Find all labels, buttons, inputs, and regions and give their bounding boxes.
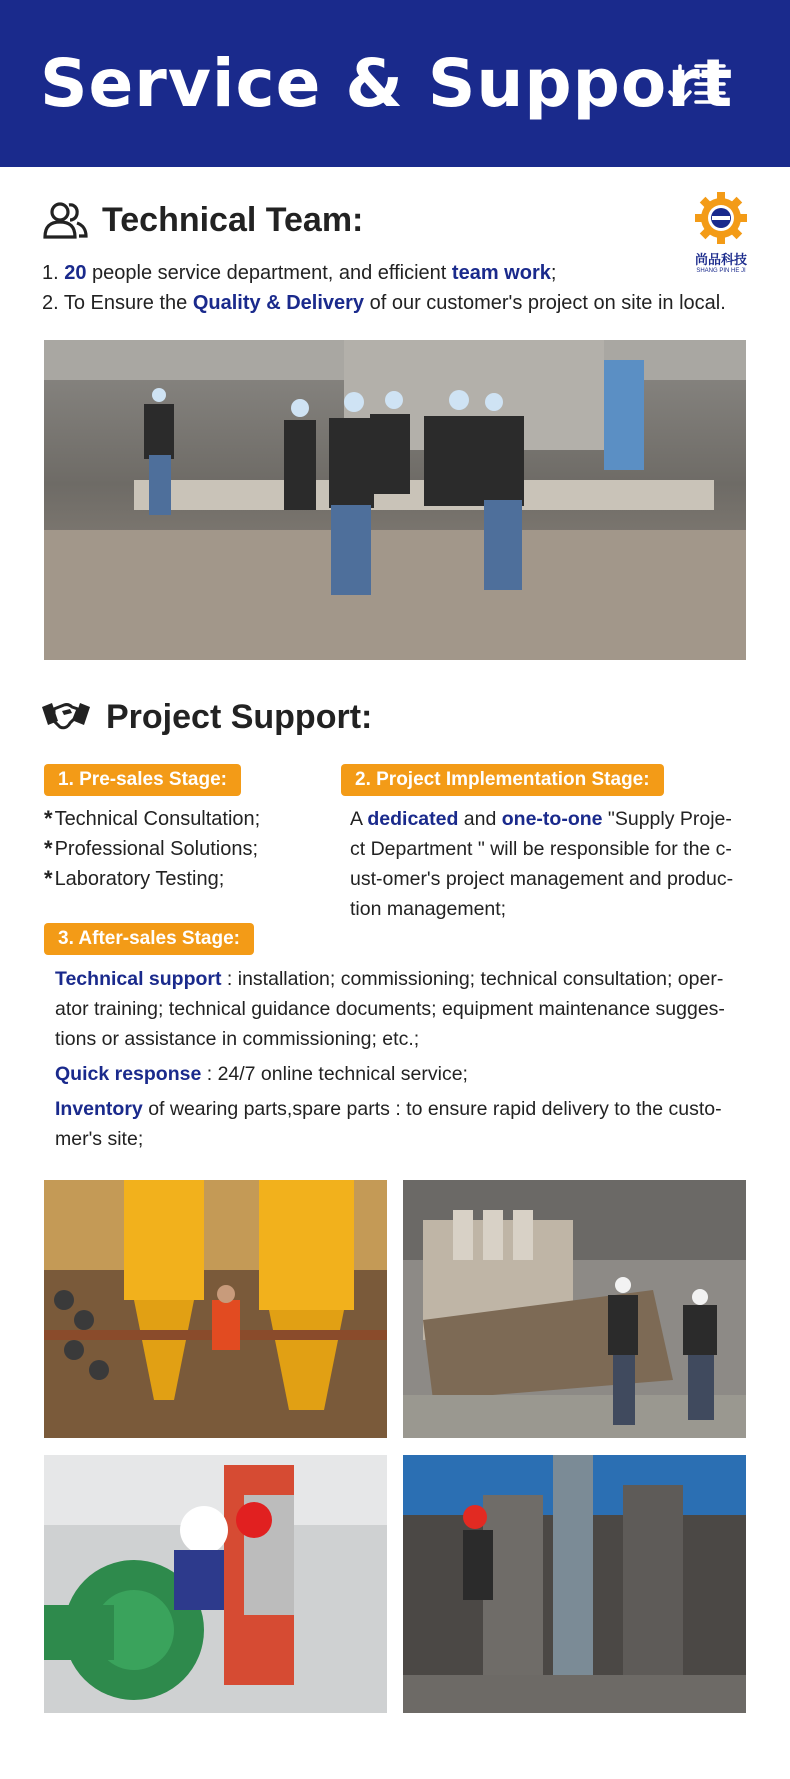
site-photo-inspection: [403, 1455, 746, 1713]
list-prefix: 1.: [42, 262, 65, 284]
list-item: [55, 1094, 745, 1154]
list-item: [55, 964, 745, 1054]
aftersales-list: [55, 964, 745, 1159]
page-title: Service & Support: [40, 45, 734, 122]
list-text: 2. To Ensure the: [42, 292, 193, 314]
asterisk-icon: *: [44, 806, 53, 831]
inventory-highlight: Inventory: [55, 1098, 143, 1120]
list-sort-down-icon: [668, 60, 728, 110]
stage-tag-implementation: 2. Project Implementation Stage:: [341, 764, 664, 796]
site-photo-cyclones: [44, 1180, 387, 1438]
list-item-text: Professional Solutions;: [54, 838, 259, 860]
list-text: people service department, and efficient: [86, 262, 452, 284]
site-photo-pump: [44, 1455, 387, 1713]
list-item: [44, 864, 260, 894]
list-item-text: Technical Consultation;: [54, 808, 261, 830]
people-count: 20: [64, 262, 87, 284]
site-photo-screen: [403, 1180, 746, 1438]
dedicated-highlight: dedicated: [367, 808, 459, 830]
project-support-heading: [40, 697, 372, 737]
technical-support-highlight: Technical support: [55, 968, 222, 990]
list-item: [44, 804, 260, 834]
asterisk-icon: *: [44, 836, 53, 861]
handshake-icon: [40, 697, 92, 737]
people-icon: [42, 200, 88, 240]
list-text: of our customer's project on site in local.: [364, 292, 726, 314]
team-work-highlight: team work: [451, 262, 551, 284]
logo-text: 尚品科技: [694, 252, 747, 267]
technical-team-heading: [42, 200, 363, 240]
technical-team-list: [42, 258, 726, 318]
asterisk-icon: *: [44, 866, 53, 891]
list-item-text: of wearing parts,spare parts : to ensure rapid delivery to the custo-mer's site;: [55, 1098, 722, 1150]
list-item-text: Laboratory Testing;: [54, 868, 225, 890]
team-site-photo: [44, 340, 746, 660]
technical-team-title: Technical Team:: [102, 200, 364, 239]
presales-list: [44, 804, 260, 894]
gear-logo-icon: [690, 192, 752, 248]
list-item-text: : installation; commissioning; technical consultation; oper-ator training; technical guidance documents; equipment maintenance sugges-tions or assistance in commissioning; etc.;: [55, 968, 725, 1050]
project-support-title: Project Support:: [106, 697, 373, 736]
list-suffix: ;: [550, 262, 557, 284]
list-item-text: : 24/7 online technical service;: [201, 1063, 468, 1085]
quality-delivery-highlight: Quality & Delivery: [192, 292, 365, 314]
page-header: [0, 0, 790, 167]
impl-text: "Supply Proje-ct Department " will be responsible for the c-ust-omer's project management and produc-tion management;: [350, 808, 734, 920]
stage-tag-aftersales: 3. After-sales Stage:: [44, 923, 254, 955]
logo-subtext: SHANG PIN HE JI: [696, 268, 746, 274]
stage-tag-presales: 1. Pre-sales Stage:: [44, 764, 241, 796]
impl-text: A: [350, 808, 368, 830]
list-item: [55, 1059, 745, 1089]
one-to-one-highlight: one-to-one: [501, 808, 603, 830]
implementation-text: [350, 804, 745, 924]
impl-text: and: [458, 808, 502, 830]
list-item: [42, 258, 726, 288]
quick-response-highlight: Quick response: [55, 1063, 202, 1085]
list-item: [42, 288, 726, 318]
list-item: [44, 834, 260, 864]
